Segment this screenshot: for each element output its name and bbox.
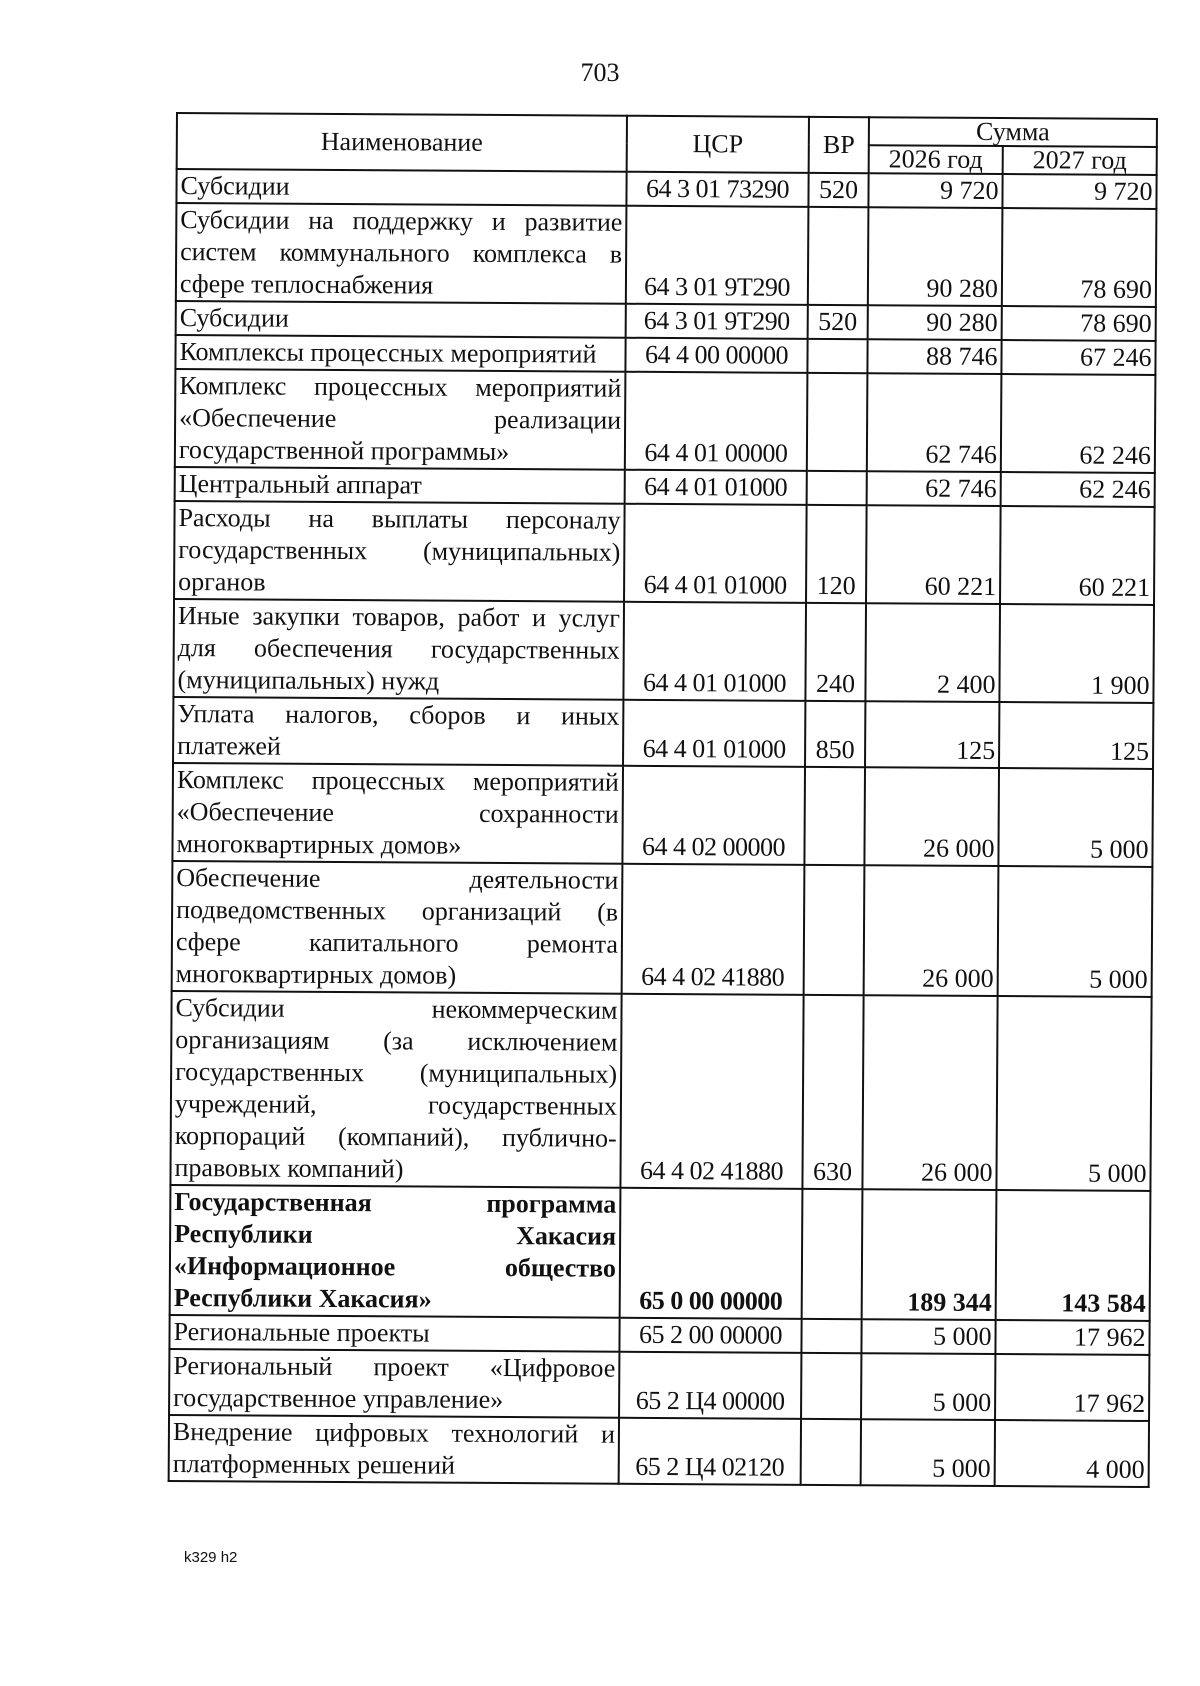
row-amount-2027: 1 900: [999, 604, 1154, 703]
row-name: Региональный проект «Цифровое государственное управление»: [169, 1349, 619, 1418]
row-csr: 64 3 01 9Т290: [626, 206, 809, 305]
row-name: Комплекс процессных мероприятий «Обеспечение сохранности многоквартирных домов»: [172, 763, 623, 864]
row-name: Комплексы процессных мероприятий: [175, 335, 625, 372]
row-amount-2026: 26 000: [864, 865, 999, 996]
row-amount-2026: 125: [865, 701, 999, 768]
row-vr: 630: [802, 995, 863, 1189]
row-amount-2026: 26 000: [864, 767, 999, 866]
row-name: Расходы на выплаты персоналу государственных (муниципальных) органов: [174, 501, 625, 602]
table-row: [172, 763, 1153, 867]
header-name: Наименование: [177, 113, 627, 172]
row-amount-2027: 125: [999, 702, 1153, 769]
table-row: [169, 1415, 1149, 1487]
row-csr: 64 4 01 01000: [623, 700, 805, 767]
budget-table: [168, 112, 1158, 1488]
table-row: [176, 203, 1157, 307]
row-vr: [804, 865, 865, 995]
row-amount-2026: 9 720: [868, 173, 1002, 208]
row-amount-2026: 62 746: [867, 373, 1002, 472]
row-name: Иные закупки товаров, работ и услуг для обеспечения государственных (муниципальных) нужд: [173, 599, 624, 700]
row-amount-2027: 4 000: [995, 1420, 1149, 1487]
row-amount-2027: 60 221: [1000, 506, 1155, 605]
row-name: Субсидии некоммерческим организациям (за исключением государственных (муниципальных) учреждений, государственных корпораций (компаний), публично-правовых компаний): [170, 991, 621, 1188]
row-csr: 64 3 01 73290: [626, 172, 808, 207]
row-csr: 64 3 01 9Т290: [626, 304, 808, 339]
row-csr: 64 4 00 00000: [625, 338, 807, 373]
row-amount-2026: 90 280: [868, 305, 1002, 340]
row-vr: [807, 373, 868, 471]
row-amount-2027: 5 000: [998, 768, 1153, 867]
row-amount-2026: 62 746: [867, 471, 1001, 506]
row-name: Государственная программа Республики Хакасия «Информационное общество Республики Хакасия»: [170, 1185, 621, 1318]
row-csr: 64 4 02 00000: [622, 766, 805, 865]
row-csr: 64 4 01 01000: [624, 504, 807, 603]
row-csr: 64 4 02 41880: [620, 994, 803, 1189]
row-amount-2027: 17 962: [995, 1320, 1149, 1355]
header-vr: ВР: [809, 117, 869, 173]
row-name: Субсидии на поддержку и развитие систем коммунального комплекса в сфере теплоснабжения: [176, 203, 627, 304]
row-name: Субсидии: [176, 301, 626, 338]
row-amount-2027: 17 962: [995, 1354, 1149, 1421]
table-row: [170, 991, 1151, 1191]
row-vr: [802, 1189, 863, 1319]
row-amount-2026: 5 000: [861, 1353, 995, 1420]
row-csr: 65 0 00 00000: [620, 1188, 803, 1319]
header-sum: Сумма: [869, 117, 1157, 147]
row-amount-2027: 62 246: [1001, 374, 1156, 473]
table-body: [169, 169, 1157, 1487]
row-csr: 64 4 01 01000: [623, 602, 806, 701]
row-amount-2026: 189 344: [862, 1189, 997, 1320]
row-vr: [807, 339, 867, 373]
table-row: [170, 1185, 1151, 1321]
row-csr: 65 2 00 00000: [619, 1318, 801, 1353]
row-vr: 850: [805, 701, 865, 767]
row-amount-2027: 78 690: [1002, 208, 1157, 307]
table-row: [169, 1349, 1149, 1421]
row-amount-2026: 60 221: [866, 505, 1001, 604]
row-name: Уплата налогов, сборов и иных платежей: [173, 697, 623, 766]
table-row: [173, 697, 1153, 769]
row-vr: 520: [808, 305, 868, 339]
row-amount-2027: 78 690: [1002, 306, 1156, 341]
row-csr: 65 2 Ц4 00000: [619, 1352, 801, 1419]
row-vr: 520: [808, 173, 868, 207]
row-vr: [808, 207, 869, 305]
row-amount-2027: 5 000: [996, 996, 1151, 1191]
row-amount-2026: 5 000: [861, 1319, 995, 1354]
row-amount-2026: 2 400: [865, 603, 1000, 702]
row-vr: [801, 1419, 861, 1485]
header-year-2027: 2027 год: [1003, 146, 1157, 175]
row-amount-2027: 9 720: [1002, 174, 1156, 209]
row-amount-2027: 143 584: [996, 1190, 1151, 1321]
row-amount-2027: 5 000: [998, 866, 1153, 997]
row-vr: 120: [806, 505, 867, 603]
footer-code: k329 h2: [184, 1549, 238, 1566]
row-name: Центральный аппарат: [175, 467, 625, 504]
row-name: Субсидии: [176, 169, 626, 206]
row-name: Обеспечение деятельности подведомственных организаций (в сфере капитального ремонта многоквартирных домов): [172, 861, 623, 994]
row-vr: [801, 1319, 861, 1353]
row-amount-2027: 67 246: [1001, 340, 1155, 375]
header-csr: ЦСР: [627, 116, 809, 173]
table-row: [172, 861, 1153, 997]
row-csr: 64 4 02 41880: [622, 864, 805, 995]
row-name: Внедрение цифровых технологий и платформенных решений: [169, 1415, 619, 1484]
row-amount-2026: 5 000: [861, 1419, 995, 1486]
table-row: [173, 599, 1154, 703]
table-row: [174, 501, 1155, 605]
row-amount-2026: 26 000: [862, 995, 997, 1190]
row-vr: [807, 471, 867, 505]
row-name: Региональные проекты: [169, 1315, 619, 1352]
header-year-2026: 2026 год: [869, 145, 1003, 174]
row-csr: 64 4 01 00000: [625, 372, 808, 471]
row-amount-2026: 88 746: [867, 339, 1001, 374]
row-csr: 65 2 Ц4 02120: [619, 1418, 801, 1485]
row-amount-2027: 62 246: [1001, 472, 1155, 507]
row-vr: 240: [805, 603, 866, 701]
page-number: 703: [580, 58, 620, 87]
row-vr: [801, 1353, 861, 1419]
table-row: [175, 369, 1156, 473]
row-amount-2026: 90 280: [868, 207, 1003, 306]
row-name: Комплекс процессных мероприятий «Обеспечение реализации государственной программы»: [175, 369, 626, 470]
row-vr: [804, 767, 865, 865]
row-csr: 64 4 01 01000: [625, 470, 807, 505]
